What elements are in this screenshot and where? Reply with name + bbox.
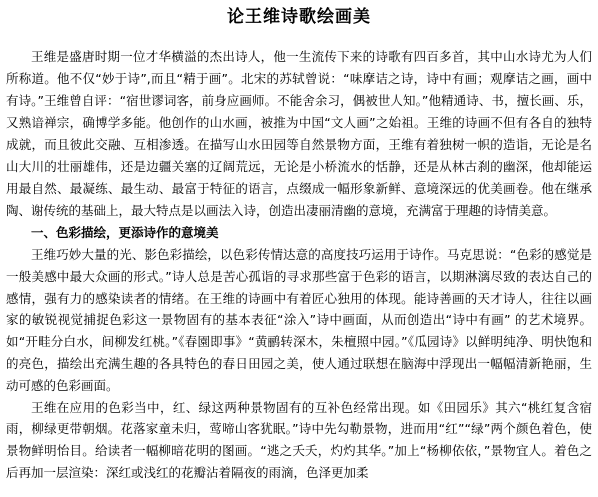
section-paragraph-1: 王维巧妙大量的光、影色彩描绘，以色彩传情达意的高度技巧运用于诗作。马克思说：“色彩的感觉是一般美感中最大众画的形式。”诗人总是苦心孤诣的寻求那些富于色彩的语言，以期淋漓尽致的表达自己的感情，强有力的感染读者的情绪。在王维的诗画中有着匠心独用的体现。能诗善画的天才诗人，往往以画家的敏锐视觉捕捉色彩这一景物固有的基本表征“涂入”诗中画面，从而创造出“诗中有画” 的艺术境界。如“开畦分白水，间柳发红桃。”《春園即事》“黄鹂转深木，朱檀照中园。”《瓜园诗》以鲜明纯净、明快饱和的亮色，描绘出充满生趣的各具特色的春日田园之美，使人通过联想在脑海中浮现出一幅幅清新艳丽，生动可感的色彩画面。 xyxy=(6,247,592,393)
section-paragraph-2: 王维在应用的色彩当中，红、绿这两种景物固有的互补色经常出现。如《田园乐》其六“桃红复含宿雨，柳绿更带朝烟。花落家童未归，莺啼山客犹眠。”诗中先勾勒景物，进而用“红”“绿”两个颜色着色，使景物鲜明怡目。给读者一幅柳暗花明的图画。“逃之夭夭，灼灼其华。”加上“杨柳依依，”景物宜人。着色之后再加一层渲染：深红或浅红的花瓣沾着隔夜的雨滴，色泽更加柔 xyxy=(6,399,592,480)
document-title: 论王维诗歌绘画美 xyxy=(227,7,371,27)
document-body xyxy=(6,46,592,484)
section-heading: 一、色彩描绘，更添诗作的意境美 xyxy=(31,225,219,240)
intro-paragraph: 王维是盛唐时期一位才华横溢的杰出诗人，他一生流传下来的诗歌有四百多首，其中山水诗尤为人们所称道。他不仅“妙于诗”,而且“精于画”。北宋的苏轼曾说：“味摩诘之诗，诗中有画；观摩诘之画，画中有诗。”王维曾自评：“宿世谬词客，前身应画师。不能舍余习，偶被世人知。”他精通诗、书，擅长画、乐，又熟谙禅宗，确博学多能。他创作的山水画，被推为中国“文人画”之始祖。王维的诗画不但有各自的独特成就，而且彼此交融、互相渗透。在描写山水田园等自然景物方面，王维有着独树一帜的造诣，无论是名山大川的壮丽雄伟，还是边疆关塞的辽阔荒远，无论是小桥流水的恬静，还是从林古刹的幽深，他却能运用最自然、最凝练、最生动、最富于特征的语言，点缀成一幅形象新鲜、意境深远的优美画卷。他在继承陶、谢传统的基础上，最大特点是以画法入诗，创造出凄丽清幽的意境，充满富于理趣的诗情美意。 xyxy=(6,49,592,218)
